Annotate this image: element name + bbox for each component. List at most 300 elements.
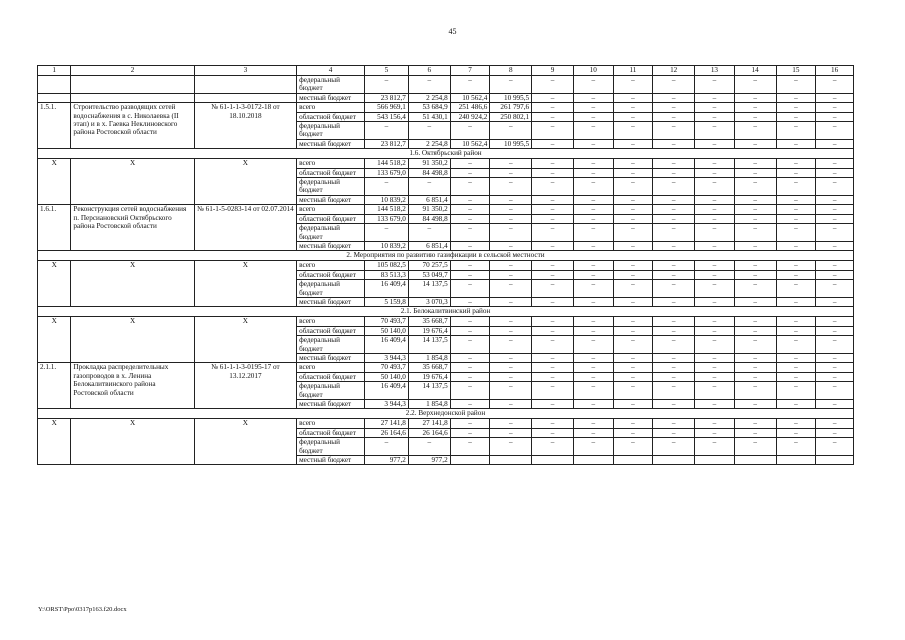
value-cell <box>816 456 854 465</box>
value-cell: 23 812,7 <box>365 139 409 148</box>
section-row <box>38 307 854 317</box>
value-cell: – <box>653 419 695 428</box>
value-cell: – <box>613 382 653 400</box>
budget-type-cell: местный бюджет <box>297 400 365 409</box>
value-cell: – <box>653 372 695 381</box>
item-number-cell: 1.6.1. <box>38 205 71 251</box>
value-cell: – <box>450 224 490 242</box>
value-cell: 977,2 <box>408 456 450 465</box>
value-cell: – <box>695 261 735 270</box>
value-cell: 50 140,0 <box>365 326 409 335</box>
value-cell: – <box>532 178 574 196</box>
header-cell: 12 <box>653 66 695 76</box>
value-cell: – <box>532 317 574 326</box>
value-cell: – <box>490 353 532 362</box>
value-cell: – <box>532 438 574 456</box>
value-cell: 19 676,4 <box>408 326 450 335</box>
header-cell: 5 <box>365 66 409 76</box>
value-cell: – <box>776 428 816 437</box>
value-cell: – <box>450 400 490 409</box>
value-cell: – <box>695 400 735 409</box>
value-cell: – <box>734 261 776 270</box>
value-cell: 26 164,6 <box>408 428 450 437</box>
value-cell: – <box>573 103 613 112</box>
header-cell: 1 <box>38 66 71 76</box>
value-cell: – <box>613 205 653 214</box>
value-cell: – <box>695 139 735 148</box>
value-cell: – <box>734 168 776 177</box>
value-cell <box>613 456 653 465</box>
item-name-cell: Х <box>71 159 194 205</box>
budget-type-cell: местный бюджет <box>297 353 365 362</box>
value-cell: – <box>653 326 695 335</box>
item-doc-cell: Х <box>194 261 296 307</box>
value-cell: – <box>776 122 816 140</box>
value-cell: – <box>776 438 816 456</box>
value-cell: – <box>490 336 532 354</box>
value-cell: – <box>613 280 653 298</box>
budget-type-cell: местный бюджет <box>297 297 365 306</box>
section-row <box>38 251 854 261</box>
value-cell: – <box>365 224 409 242</box>
value-cell: 133 679,0 <box>365 214 409 223</box>
value-cell: 19 676,4 <box>408 372 450 381</box>
value-cell: 23 812,7 <box>365 93 409 102</box>
value-cell: – <box>532 241 574 250</box>
value-cell: – <box>490 438 532 456</box>
blank-cell <box>194 93 296 102</box>
value-cell: 91 350,2 <box>408 159 450 168</box>
value-cell: – <box>734 103 776 112</box>
budget-type-cell: федеральный бюджет <box>297 280 365 298</box>
value-cell: – <box>613 214 653 223</box>
value-cell: – <box>816 103 854 112</box>
value-cell: – <box>450 428 490 437</box>
value-cell: – <box>450 382 490 400</box>
value-cell: – <box>613 438 653 456</box>
value-cell: 70 493,7 <box>365 317 409 326</box>
value-cell: – <box>695 428 735 437</box>
value-cell: – <box>573 336 613 354</box>
value-cell: – <box>613 400 653 409</box>
value-cell: – <box>450 336 490 354</box>
value-cell: – <box>734 438 776 456</box>
budget-type-cell: областной бюджет <box>297 270 365 279</box>
header-cell: 9 <box>532 66 574 76</box>
value-cell: – <box>573 112 613 121</box>
value-cell: – <box>573 76 613 94</box>
value-cell: – <box>816 178 854 196</box>
value-cell: – <box>532 195 574 204</box>
value-cell: – <box>532 139 574 148</box>
value-cell: – <box>653 139 695 148</box>
value-cell: – <box>695 93 735 102</box>
value-cell: – <box>573 168 613 177</box>
value-cell: – <box>734 382 776 400</box>
value-cell: – <box>776 93 816 102</box>
value-cell: – <box>573 353 613 362</box>
table-header-row <box>38 66 854 76</box>
value-cell: – <box>816 241 854 250</box>
value-cell: – <box>695 112 735 121</box>
value-cell: – <box>734 280 776 298</box>
value-cell: 91 350,2 <box>408 205 450 214</box>
value-cell: – <box>734 224 776 242</box>
value-cell: 53 049,7 <box>408 270 450 279</box>
value-cell: – <box>653 224 695 242</box>
value-cell: – <box>653 159 695 168</box>
value-cell: – <box>816 270 854 279</box>
value-cell: 133 679,0 <box>365 168 409 177</box>
value-cell: 14 137,5 <box>408 280 450 298</box>
value-cell: – <box>695 76 735 94</box>
budget-type-cell: всего <box>297 103 365 112</box>
value-cell: 240 924,2 <box>450 112 490 121</box>
value-cell: – <box>613 139 653 148</box>
value-cell: – <box>573 400 613 409</box>
item-doc-cell: Х <box>194 419 296 465</box>
budget-type-cell: областной бюджет <box>297 168 365 177</box>
value-cell: – <box>816 400 854 409</box>
item-number-cell: 1.5.1. <box>38 103 71 149</box>
value-cell: 50 140,0 <box>365 372 409 381</box>
value-cell: – <box>450 419 490 428</box>
value-cell: – <box>532 353 574 362</box>
item-doc-cell: № 61-1-1-3-0195-17 от 13.12.2017 <box>194 363 296 409</box>
value-cell: – <box>653 178 695 196</box>
value-cell: – <box>365 122 409 140</box>
value-cell: – <box>490 382 532 400</box>
value-cell: – <box>613 419 653 428</box>
value-cell: 51 430,1 <box>408 112 450 121</box>
value-cell: – <box>695 241 735 250</box>
value-cell: – <box>490 224 532 242</box>
value-cell: – <box>573 159 613 168</box>
item-name-cell: Реконструкция сетей водоснабжения п. Персиановский Октябрьского района Ростовской области <box>71 205 194 251</box>
value-cell: – <box>613 372 653 381</box>
value-cell: – <box>776 270 816 279</box>
budget-type-cell: областной бюджет <box>297 428 365 437</box>
value-cell: – <box>653 103 695 112</box>
item-doc-cell: № 61-1-5-0283-14 от 02.07.2014 <box>194 205 296 251</box>
value-cell: – <box>776 317 816 326</box>
value-cell: – <box>450 122 490 140</box>
value-cell: 27 141,8 <box>365 419 409 428</box>
section-row <box>38 149 854 159</box>
value-cell: 16 409,4 <box>365 382 409 400</box>
value-cell: – <box>776 241 816 250</box>
value-cell: 27 141,8 <box>408 419 450 428</box>
value-cell: – <box>695 317 735 326</box>
value-cell: – <box>776 382 816 400</box>
value-cell: – <box>365 178 409 196</box>
value-cell: – <box>653 205 695 214</box>
value-cell: – <box>734 336 776 354</box>
value-cell: – <box>532 400 574 409</box>
value-cell: – <box>816 195 854 204</box>
budget-type-cell: всего <box>297 419 365 428</box>
value-cell: – <box>532 76 574 94</box>
value-cell: – <box>776 205 816 214</box>
value-cell: – <box>532 270 574 279</box>
value-cell: – <box>816 122 854 140</box>
value-cell: – <box>490 122 532 140</box>
value-cell: 3 944,3 <box>365 353 409 362</box>
value-cell: – <box>734 317 776 326</box>
value-cell: – <box>734 178 776 196</box>
value-cell: – <box>532 419 574 428</box>
value-cell: – <box>365 76 409 94</box>
value-cell: – <box>776 297 816 306</box>
budget-type-cell: местный бюджет <box>297 93 365 102</box>
budget-type-cell: федеральный бюджет <box>297 382 365 400</box>
value-cell: 70 257,5 <box>408 261 450 270</box>
table-row <box>38 93 854 102</box>
budget-type-cell: местный бюджет <box>297 139 365 148</box>
value-cell: – <box>734 400 776 409</box>
value-cell: – <box>695 224 735 242</box>
item-name-cell: Х <box>71 317 194 363</box>
value-cell: 566 969,1 <box>365 103 409 112</box>
value-cell: – <box>734 76 776 94</box>
value-cell: – <box>613 195 653 204</box>
value-cell: – <box>450 280 490 298</box>
value-cell: – <box>613 428 653 437</box>
value-cell: 2 254,8 <box>408 93 450 102</box>
value-cell: 3 070,3 <box>408 297 450 306</box>
value-cell: – <box>490 419 532 428</box>
value-cell: – <box>490 214 532 223</box>
value-cell: – <box>653 122 695 140</box>
value-cell: – <box>613 261 653 270</box>
value-cell: – <box>450 168 490 177</box>
value-cell: – <box>653 297 695 306</box>
budget-type-cell: областной бюджет <box>297 112 365 121</box>
value-cell: – <box>490 159 532 168</box>
budget-table <box>37 65 854 465</box>
value-cell: – <box>695 438 735 456</box>
value-cell: – <box>450 159 490 168</box>
value-cell: – <box>734 270 776 279</box>
value-cell: – <box>695 122 735 140</box>
value-cell: – <box>734 297 776 306</box>
section-title: 1.6. Октябрьский район <box>38 149 854 159</box>
value-cell: – <box>695 326 735 335</box>
value-cell: 35 668,7 <box>408 363 450 372</box>
budget-type-cell: всего <box>297 317 365 326</box>
value-cell: – <box>776 326 816 335</box>
value-cell: 70 493,7 <box>365 363 409 372</box>
header-cell: 14 <box>734 66 776 76</box>
header-cell: 3 <box>194 66 296 76</box>
value-cell: – <box>816 214 854 223</box>
value-cell: 16 409,4 <box>365 280 409 298</box>
value-cell: 14 137,5 <box>408 382 450 400</box>
value-cell: – <box>450 205 490 214</box>
value-cell: – <box>613 363 653 372</box>
value-cell: – <box>450 353 490 362</box>
value-cell: – <box>450 326 490 335</box>
value-cell: – <box>695 214 735 223</box>
blank-cell <box>71 76 194 94</box>
value-cell: – <box>532 336 574 354</box>
budget-type-cell: федеральный бюджет <box>297 76 365 94</box>
value-cell: 543 156,4 <box>365 112 409 121</box>
budget-type-cell: федеральный бюджет <box>297 438 365 456</box>
value-cell: – <box>734 326 776 335</box>
value-cell: – <box>734 363 776 372</box>
budget-type-cell: областной бюджет <box>297 214 365 223</box>
section-title: 2.2. Верхнедонской район <box>38 409 854 419</box>
value-cell: – <box>613 178 653 196</box>
value-cell: – <box>573 297 613 306</box>
value-cell: – <box>653 112 695 121</box>
budget-type-cell: всего <box>297 205 365 214</box>
value-cell: – <box>573 326 613 335</box>
value-cell: 26 164,6 <box>365 428 409 437</box>
value-cell: – <box>408 76 450 94</box>
table-row <box>38 76 854 94</box>
item-doc-cell: Х <box>194 159 296 205</box>
header-cell: 2 <box>71 66 194 76</box>
value-cell: 84 498,8 <box>408 168 450 177</box>
header-cell: 10 <box>573 66 613 76</box>
value-cell <box>695 456 735 465</box>
value-cell: – <box>776 214 816 223</box>
value-cell <box>450 456 490 465</box>
value-cell: – <box>816 205 854 214</box>
value-cell: – <box>613 336 653 354</box>
value-cell: 1 854,8 <box>408 353 450 362</box>
value-cell: – <box>490 363 532 372</box>
value-cell: – <box>734 93 776 102</box>
value-cell: – <box>816 261 854 270</box>
value-cell: – <box>776 112 816 121</box>
value-cell: – <box>776 419 816 428</box>
blank-cell <box>38 93 71 102</box>
value-cell: – <box>653 93 695 102</box>
value-cell: – <box>532 280 574 298</box>
value-cell: – <box>450 241 490 250</box>
value-cell: – <box>816 382 854 400</box>
value-cell: – <box>816 280 854 298</box>
value-cell: – <box>408 178 450 196</box>
value-cell: – <box>776 336 816 354</box>
table-row <box>38 103 854 112</box>
value-cell: 251 486,6 <box>450 103 490 112</box>
header-cell: 16 <box>816 66 854 76</box>
value-cell: – <box>450 438 490 456</box>
value-cell: – <box>734 372 776 381</box>
value-cell: – <box>490 400 532 409</box>
value-cell: – <box>734 419 776 428</box>
value-cell: – <box>450 76 490 94</box>
value-cell: – <box>532 205 574 214</box>
value-cell: – <box>653 280 695 298</box>
value-cell: – <box>532 261 574 270</box>
value-cell <box>573 456 613 465</box>
value-cell: – <box>816 317 854 326</box>
header-cell: 6 <box>408 66 450 76</box>
value-cell: – <box>653 270 695 279</box>
value-cell: – <box>450 178 490 196</box>
value-cell: 16 409,4 <box>365 336 409 354</box>
value-cell: – <box>573 317 613 326</box>
value-cell: – <box>695 159 735 168</box>
value-cell: – <box>816 336 854 354</box>
value-cell: 6 851,4 <box>408 195 450 204</box>
value-cell: – <box>613 122 653 140</box>
budget-type-cell: федеральный бюджет <box>297 336 365 354</box>
table-row <box>38 317 854 326</box>
value-cell: – <box>695 178 735 196</box>
value-cell: 977,2 <box>365 456 409 465</box>
value-cell: – <box>532 214 574 223</box>
value-cell: – <box>573 139 613 148</box>
value-cell: – <box>613 297 653 306</box>
value-cell: – <box>613 103 653 112</box>
value-cell: – <box>613 159 653 168</box>
value-cell: – <box>653 76 695 94</box>
item-number-cell: 2.1.1. <box>38 363 71 409</box>
value-cell <box>532 456 574 465</box>
value-cell: – <box>816 93 854 102</box>
value-cell: – <box>816 419 854 428</box>
value-cell: – <box>450 214 490 223</box>
value-cell: 105 082,5 <box>365 261 409 270</box>
value-cell: – <box>776 76 816 94</box>
value-cell: 84 498,8 <box>408 214 450 223</box>
value-cell: – <box>816 363 854 372</box>
value-cell: 6 851,4 <box>408 241 450 250</box>
value-cell: – <box>695 336 735 354</box>
value-cell: – <box>734 241 776 250</box>
value-cell <box>776 456 816 465</box>
value-cell: – <box>613 224 653 242</box>
item-number-cell: Х <box>38 159 71 205</box>
table-row <box>38 159 854 168</box>
item-doc-cell: № 61-1-1-3-0172-18 от 18.10.2018 <box>194 103 296 149</box>
item-name-cell: Х <box>71 261 194 307</box>
value-cell: – <box>776 178 816 196</box>
value-cell: 10 839,2 <box>365 195 409 204</box>
value-cell: – <box>490 428 532 437</box>
value-cell: – <box>573 372 613 381</box>
value-cell: – <box>695 372 735 381</box>
value-cell: – <box>532 103 574 112</box>
value-cell: – <box>408 438 450 456</box>
value-cell: 14 137,5 <box>408 336 450 354</box>
value-cell: – <box>695 168 735 177</box>
value-cell: – <box>408 122 450 140</box>
value-cell: – <box>490 205 532 214</box>
value-cell: – <box>776 261 816 270</box>
footer-path: Y:\ORST\Ppo\0317p163.f20.docx <box>38 606 127 613</box>
header-cell: 11 <box>613 66 653 76</box>
item-doc-cell: Х <box>194 317 296 363</box>
value-cell: – <box>653 353 695 362</box>
value-cell: – <box>816 168 854 177</box>
value-cell: – <box>776 159 816 168</box>
value-cell: – <box>490 297 532 306</box>
value-cell: – <box>573 382 613 400</box>
value-cell: – <box>613 270 653 279</box>
value-cell: – <box>816 159 854 168</box>
value-cell: – <box>532 382 574 400</box>
budget-type-cell: областной бюджет <box>297 326 365 335</box>
value-cell: – <box>776 103 816 112</box>
value-cell: – <box>653 241 695 250</box>
